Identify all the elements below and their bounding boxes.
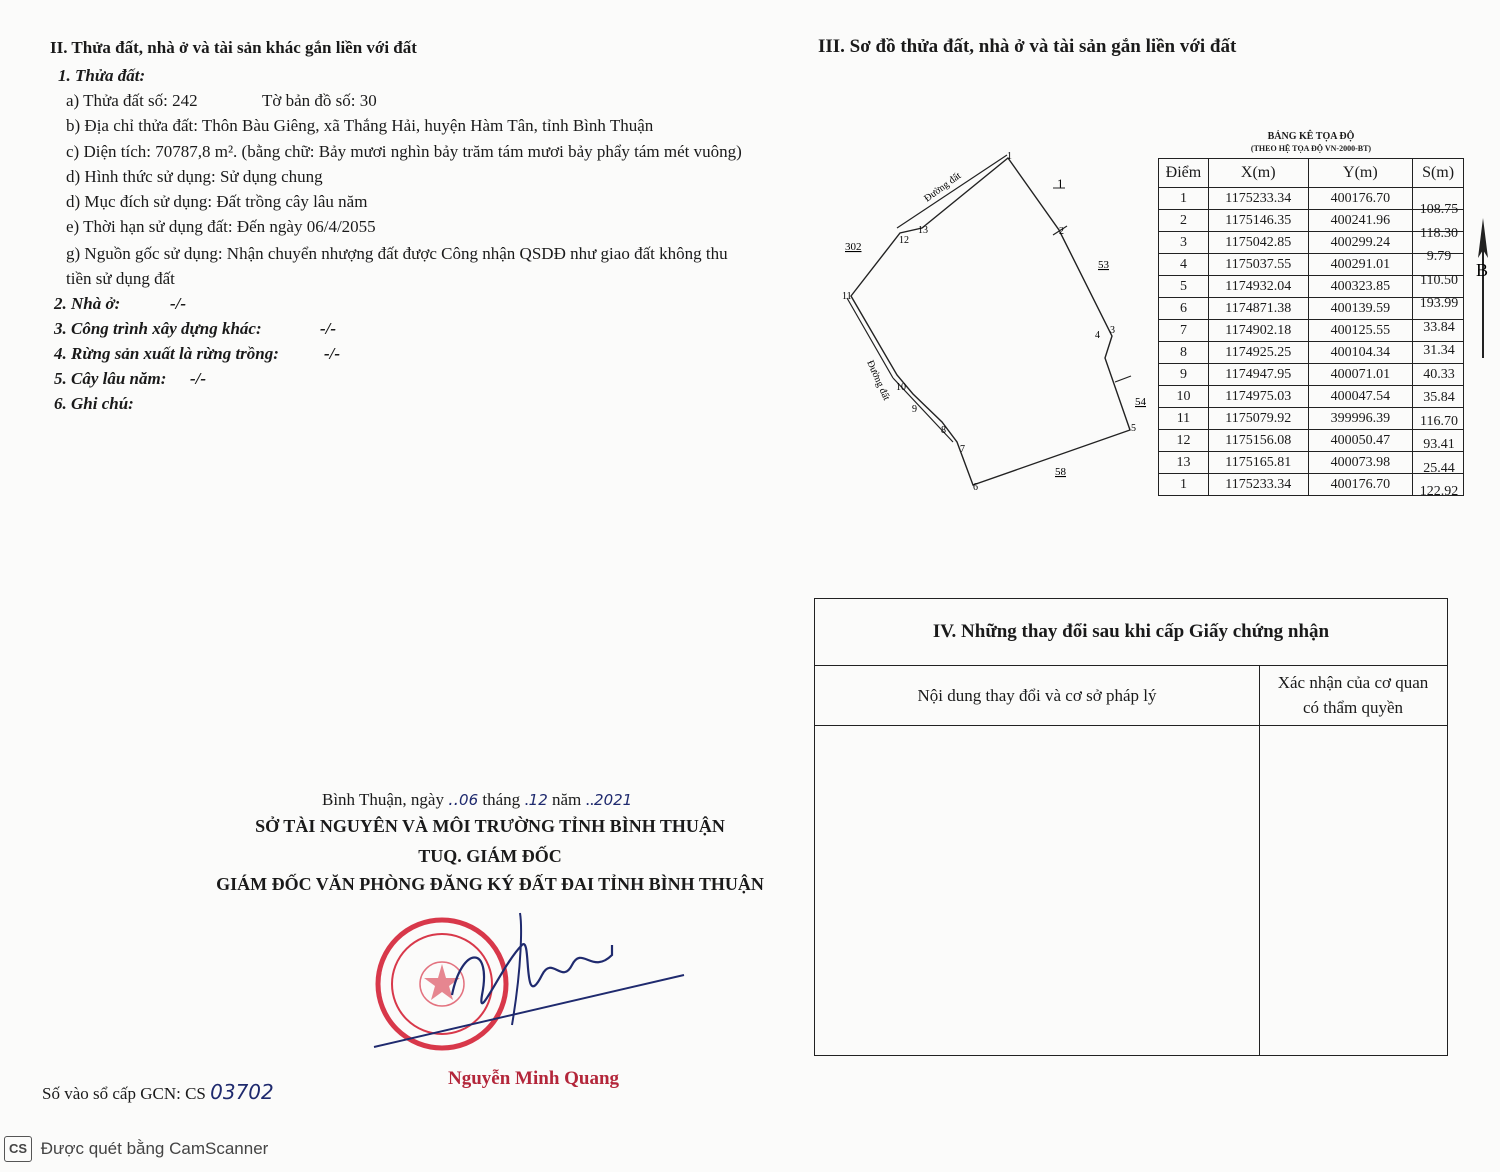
coord-cell-x: 1174871.38	[1208, 298, 1308, 320]
camscanner-footer	[4, 1136, 268, 1168]
coord-cell-point: 12	[1159, 430, 1209, 452]
distance-value: 31.34	[1423, 343, 1455, 358]
registry-label: Số vào sổ cấp GCN: CS	[42, 1084, 206, 1103]
distance-value: 110.50	[1420, 272, 1458, 288]
distance-value: 122.92	[1419, 484, 1459, 499]
neighbor-label-302: 302	[845, 241, 862, 253]
works-value: -/-	[320, 319, 337, 338]
coord-table-header	[1159, 159, 1464, 188]
land-parcel-heading: 1. Thửa đất:	[58, 66, 146, 85]
coord-cell-x: 1175037.55	[1208, 254, 1308, 276]
parcel-boundary	[851, 158, 1130, 485]
registry-number	[42, 1080, 274, 1104]
confirm-header-line1: Xác nhận của cơ quan	[1277, 673, 1429, 692]
neighbor-label-54: 54	[1135, 396, 1146, 408]
date-month: 12	[528, 791, 548, 809]
changes-content-header: Nội dung thay đổi và cơ sở pháp lý	[815, 665, 1259, 726]
coord-cell-x: 1174902.18	[1208, 320, 1308, 342]
coord-cell-y: 400299.24	[1308, 232, 1413, 254]
coord-cell-point: 10	[1159, 386, 1209, 408]
coord-cell-y: 400047.54	[1308, 386, 1413, 408]
usage-purpose: d) Mục đích sử dụng: Đất trồng cây lâu năm	[66, 192, 368, 211]
coord-cell-point: 3	[1159, 232, 1209, 254]
coord-cell-x: 1175146.35	[1208, 210, 1308, 232]
coord-cell-point: 1	[1159, 474, 1209, 496]
coord-cell-y: 400323.85	[1308, 276, 1413, 298]
coord-cell-x: 1175042.85	[1208, 232, 1308, 254]
map-sheet-number: Tờ bản đồ số: 30	[262, 91, 377, 110]
road-label-left: Đường đất	[864, 358, 892, 403]
coord-cell-y: 400073.98	[1308, 452, 1413, 474]
vertex-label: 5	[1131, 423, 1136, 434]
section-2-title: II. Thửa đất, nhà ở và tài sản khác gắn liền với đất	[50, 38, 417, 57]
neighbor-label-1: 1	[1057, 176, 1064, 191]
vertex-label: 11	[842, 291, 852, 302]
coord-cell-x: 1175156.08	[1208, 430, 1308, 452]
vertex-label: 7	[960, 444, 965, 455]
coord-cell-y: 400291.01	[1308, 254, 1413, 276]
usage-origin-cont: tiền sử dụng đất	[66, 269, 175, 288]
coord-cell-x: 1174947.95	[1208, 364, 1308, 386]
coord-cell-x: 1175079.92	[1208, 408, 1308, 430]
coord-cell-point: 9	[1159, 364, 1209, 386]
parcel-address: b) Địa chỉ thửa đất: Thôn Bàu Giêng, xã Thắng Hải, huyện Hàm Tân, tỉnh Bình Thuận	[66, 116, 654, 135]
neighbor-label-58: 58	[1055, 466, 1066, 478]
forest-label: 4. Rừng sản xuất là rừng trồng:	[54, 344, 279, 363]
coord-cell-point: 8	[1159, 342, 1209, 364]
col-header-point: Điểm	[1159, 159, 1209, 188]
handwritten-signature	[372, 905, 692, 1055]
changes-confirm-header	[1259, 665, 1447, 726]
coord-cell-point: 6	[1159, 298, 1209, 320]
registry-value: 03702	[210, 1080, 274, 1104]
date-year-label: năm	[552, 790, 582, 809]
vertex-label: 8	[941, 425, 946, 436]
coord-cell-x: 1175165.81	[1208, 452, 1308, 474]
coord-cell-y: 400071.01	[1308, 364, 1413, 386]
coord-cell-point: 7	[1159, 320, 1209, 342]
distance-value: 25.44	[1423, 460, 1455, 476]
distance-value: 108.75	[1419, 202, 1459, 217]
tick-mark	[1115, 376, 1131, 382]
parcel-number: a) Thửa đất số: 242	[66, 91, 198, 110]
coord-table-title: BẢNG KÊ TỌA ĐỘ	[1267, 131, 1355, 142]
section-3-title: III. Sơ đồ thửa đất, nhà ở và tài sản gắn liền với đất	[818, 36, 1237, 57]
coord-cell-y: 400176.70	[1308, 474, 1413, 496]
distance-value: 40.33	[1423, 366, 1455, 382]
signer-name: Nguyễn Minh Quang	[448, 1068, 620, 1089]
trees-label: 5. Cây lâu năm:	[54, 369, 167, 388]
coord-cell-x: 1175233.34	[1208, 474, 1308, 496]
distance-value: 118.30	[1420, 225, 1458, 241]
coord-cell-point: 4	[1159, 254, 1209, 276]
north-label: B	[1476, 260, 1489, 280]
coord-cell-x: 1175233.34	[1208, 188, 1308, 210]
confirm-header-line2: có thẩm quyền	[1302, 698, 1404, 717]
coord-cell-y: 400176.70	[1308, 188, 1413, 210]
neighbor-label-53: 53	[1098, 259, 1109, 271]
coord-cell-x: 1174925.25	[1208, 342, 1308, 364]
coord-cell-y: 400104.34	[1308, 342, 1413, 364]
vertex-label: 12	[899, 235, 909, 246]
vertex-label: 10	[896, 382, 906, 393]
parcel-diagram	[835, 140, 1155, 500]
coord-cell-point: 11	[1159, 408, 1209, 430]
north-arrow-icon	[1470, 218, 1496, 358]
coord-cell-point: 2	[1159, 210, 1209, 232]
coord-cell-x: 1174932.04	[1208, 276, 1308, 298]
vertex-label: 4	[1095, 330, 1100, 341]
road-top-line	[897, 155, 1007, 228]
changes-table	[814, 598, 1448, 1056]
works-label: 3. Công trình xây dựng khác:	[54, 319, 262, 338]
issue-date: Bình Thuận, ngày ..06 tháng .12 năm ..2021	[322, 790, 633, 810]
parcel-area: c) Diện tích: 70787,8 m². (bằng chữ: Bảy mươi nghìn bảy trăm tám mươi bảy phẩy tám mét vuông)	[66, 142, 742, 161]
usage-term: e) Thời hạn sử dụng đất: Đến ngày 06/4/2055	[66, 217, 376, 236]
coord-cell-point: 13	[1159, 452, 1209, 474]
camscanner-logo-icon: CS	[4, 1136, 32, 1162]
vertex-label: 13	[918, 225, 928, 236]
date-prefix: Bình Thuận, ngày	[322, 790, 444, 809]
col-header-x: X(m)	[1208, 159, 1308, 188]
distance-value: 193.99	[1419, 296, 1459, 311]
coord-cell-y: 400050.47	[1308, 430, 1413, 452]
distance-value: 116.70	[1420, 413, 1458, 429]
issuing-org: SỞ TÀI NGUYÊN VÀ MÔI TRƯỜNG TỈNH BÌNH THUẬN	[255, 816, 725, 836]
col-header-y: Y(m)	[1308, 159, 1413, 188]
forest-value: -/-	[324, 344, 341, 363]
usage-form: d) Hình thức sử dụng: Sử dụng chung	[66, 167, 323, 186]
distance-value: 35.84	[1423, 390, 1455, 405]
distance-value: 33.84	[1423, 319, 1455, 335]
vertex-label: 6	[973, 482, 978, 493]
changes-confirm-column	[1259, 665, 1447, 1055]
coord-cell-y: 400125.55	[1308, 320, 1413, 342]
coord-cell-y: 400139.59	[1308, 298, 1413, 320]
section-4-title: IV. Những thay đổi sau khi cấp Giấy chứng nhận	[815, 599, 1447, 666]
distance-value: 93.41	[1423, 437, 1455, 452]
date-month-label: tháng	[482, 790, 521, 809]
camscanner-text: Được quét bằng CamScanner	[40, 1139, 269, 1158]
vertex-label: 1	[1007, 151, 1012, 162]
usage-origin: g) Nguồn gốc sử dụng: Nhận chuyển nhượng đất được Công nhận QSDĐ như giao đất không thu	[66, 244, 728, 263]
date-year: 2021	[594, 791, 633, 809]
house-value: -/-	[170, 294, 187, 313]
trees-value: -/-	[190, 369, 207, 388]
house-label: 2. Nhà ở:	[54, 294, 121, 313]
director-title: GIÁM ĐỐC VĂN PHÒNG ĐĂNG KÝ ĐẤT ĐAI TỈNH BÌNH THUẬN	[216, 874, 764, 894]
changes-content-column	[815, 665, 1260, 1055]
vertex-label: 3	[1110, 325, 1115, 336]
coord-cell-y: 399996.39	[1308, 408, 1413, 430]
coord-cell-point: 1	[1159, 188, 1209, 210]
coord-cell-point: 5	[1159, 276, 1209, 298]
date-day: 06	[459, 791, 479, 809]
col-header-s: S(m)	[1413, 159, 1464, 188]
vertex-label: 9	[912, 404, 917, 415]
coord-table-subtitle: (THEO HỆ TỌA ĐỘ VN-2000-BT)	[1250, 144, 1372, 153]
road-label-top: Đường đất	[922, 170, 964, 205]
distance-value: 9.79	[1426, 249, 1452, 264]
vertex-label: 2	[1059, 226, 1064, 237]
coord-cell-y: 400241.96	[1308, 210, 1413, 232]
authorized-by: TUQ. GIÁM ĐỐC	[418, 846, 562, 866]
note-label: 6. Ghi chú:	[54, 394, 134, 413]
coord-cell-x: 1174975.03	[1208, 386, 1308, 408]
